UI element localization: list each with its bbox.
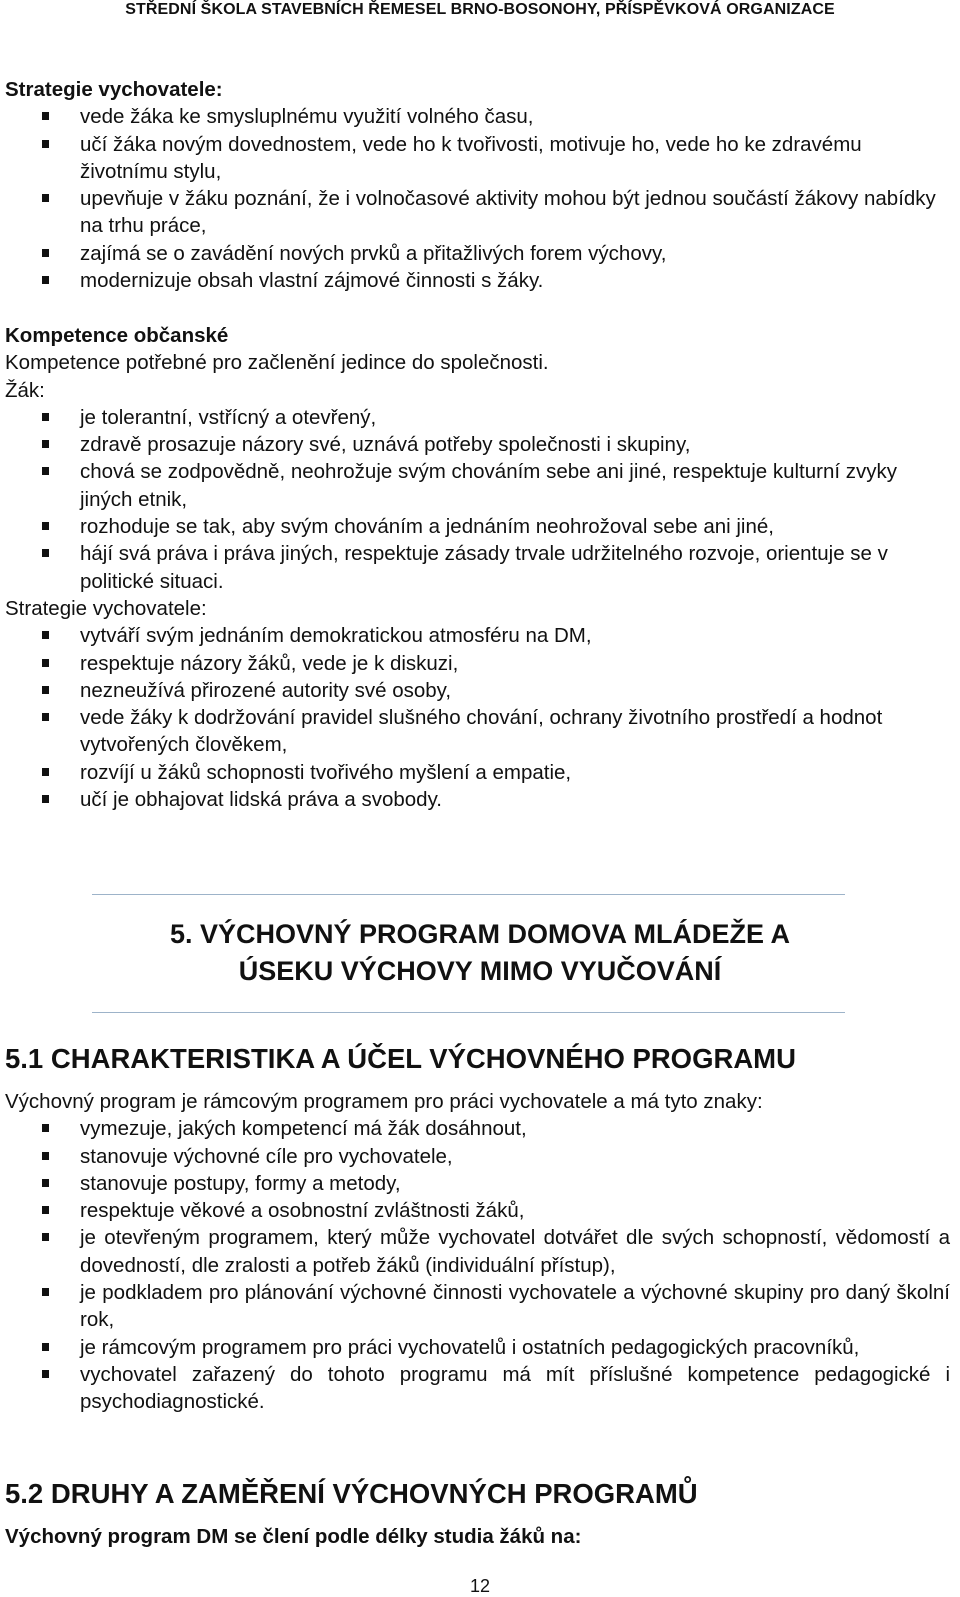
list-item: upevňuje v žáku poznání, že i volnočasové aktivity mohou být jednou součástí žákovy nabídky na trhu práce, xyxy=(5,185,950,240)
bullet-square-icon xyxy=(42,1179,49,1187)
bullet-square-icon xyxy=(42,1124,49,1132)
list-item: stanovuje postupy, formy a metody, xyxy=(5,1170,950,1197)
list-item: učí je obhajovat lidská práva a svobody. xyxy=(5,786,950,813)
chapter-title-line-1: 5. VÝCHOVNÝ PROGRAM DOMOVA MLÁDEŽE A xyxy=(169,919,791,949)
divider-bottom xyxy=(92,1012,845,1013)
list-item: hájí svá práva i práva jiných, respektuje zásady trvale udržitelného rozvoje, orientuje se v politické situaci. xyxy=(5,540,950,595)
civic-list xyxy=(5,404,950,595)
list-item: vymezuje, jakých kompetencí má žák dosáhnout, xyxy=(5,1115,950,1142)
strategy-title: Strategie vychovatele: xyxy=(5,78,223,101)
list-item: rozvíjí u žáků schopnosti tvořivého myšlení a empatie, xyxy=(5,759,950,786)
strategy-section-1 xyxy=(5,76,950,294)
bullet-square-icon xyxy=(42,686,49,694)
bullet-square-icon xyxy=(42,1343,49,1351)
bullet-square-icon xyxy=(42,276,49,284)
list-item: chová se zodpovědně, neohrožuje svým chováním sebe ani jiné, respektuje kulturní zvyky jiných etnik, xyxy=(5,458,950,513)
list-item: vede žáka ke smysluplnému využití volného času, xyxy=(5,103,950,130)
list-item: vychovatel zařazený do tohoto programu má mít příslušné kompetence pedagogické i psychodiagnostické. xyxy=(5,1361,950,1416)
bullet-square-icon xyxy=(42,631,49,639)
bullet-square-icon xyxy=(42,467,49,475)
list-item: nezneužívá přirozené autority své osoby, xyxy=(5,677,950,704)
list-item: učí žáka novým dovednostem, vede ho k tvořivosti, motivuje ho, vede ho ke zdravému životnímu stylu, xyxy=(5,131,950,186)
civic-competences-section xyxy=(5,322,950,813)
strategy-list xyxy=(5,103,950,294)
section-5-1-intro: Výchovný program je rámcovým programem pro práci vychovatele a má tyto znaky: xyxy=(5,1090,763,1113)
list-item: je otevřeným programem, který může vychovatel dotvářet dle svých schopností, vědomostí a dovedností, dle zralosti a potřeb žáků (individuální přístup), xyxy=(5,1224,950,1279)
list-item: je rámcovým programem pro práci vychovatelů i ostatních pedagogických pracovníků, xyxy=(5,1334,950,1361)
section-5-1-heading: 5.1 CHARAKTERISTIKA A ÚČEL VÝCHOVNÉHO PROGRAMU xyxy=(5,1043,796,1074)
strategy-title: Strategie vychovatele: xyxy=(5,596,207,620)
chapter-title-line-2: ÚSEKU VÝCHOVY MIMO VYUČOVÁNÍ xyxy=(238,956,722,986)
section-5-2-intro: Výchovný program DM se člení podle délky studia žáků na: xyxy=(5,1525,582,1548)
bullet-square-icon xyxy=(42,440,49,448)
bullet-square-icon xyxy=(42,795,49,803)
list-item: rozhoduje se tak, aby svým chováním a jednáním neohrožoval sebe ani jiné, xyxy=(5,513,950,540)
bullet-square-icon xyxy=(42,1288,49,1296)
strategy-list xyxy=(5,622,950,813)
list-item: vede žáky k dodržování pravidel slušného chování, ochrany životního prostředí a hodnot vytvořených člověkem, xyxy=(5,704,950,759)
page-header: STŘEDNÍ ŠKOLA STAVEBNÍCH ŘEMESEL BRNO-BOSONOHY, PŘÍSPĚVKOVÁ ORGANIZACE xyxy=(125,1,835,18)
bullet-square-icon xyxy=(42,194,49,202)
civic-subtitle: Kompetence potřebné pro začlenění jedince do společnosti. xyxy=(5,351,549,375)
bullet-square-icon xyxy=(42,768,49,776)
list-item: vytváří svým jednáním demokratickou atmosféru na DM, xyxy=(5,622,950,649)
list-item: modernizuje obsah vlastní zájmové činnosti s žáky. xyxy=(5,267,950,294)
bullet-square-icon xyxy=(42,413,49,421)
bullet-square-icon xyxy=(42,140,49,148)
bullet-square-icon xyxy=(42,249,49,257)
bullet-square-icon xyxy=(42,713,49,721)
civic-title: Kompetence občanské xyxy=(5,324,229,347)
divider-top xyxy=(92,894,845,895)
bullet-square-icon xyxy=(42,1206,49,1214)
bullet-square-icon xyxy=(42,549,49,557)
page-number: 12 xyxy=(469,1576,491,1596)
list-item: je tolerantní, vstřícný a otevřený, xyxy=(5,404,950,431)
bullet-square-icon xyxy=(42,659,49,667)
bullet-square-icon xyxy=(42,1152,49,1160)
program-features-list xyxy=(5,1115,950,1415)
bullet-square-icon xyxy=(42,112,49,120)
section-5-1-body xyxy=(5,1088,950,1416)
list-item: stanovuje výchovné cíle pro vychovatele, xyxy=(5,1143,950,1170)
list-item: respektuje názory žáků, vede je k diskuzi, xyxy=(5,650,950,677)
pupil-label: Žák: xyxy=(5,378,45,402)
list-item: je podkladem pro plánování výchovné činnosti vychovatele a výchovné skupiny pro daný školní rok, xyxy=(5,1279,950,1334)
bullet-square-icon xyxy=(42,1233,49,1241)
list-item: respektuje věkové a osobnostní zvláštnosti žáků, xyxy=(5,1197,950,1224)
list-item: zajímá se o zavádění nových prvků a přitažlivých forem výchovy, xyxy=(5,240,950,267)
bullet-square-icon xyxy=(42,1370,49,1378)
section-5-2-body xyxy=(5,1523,950,1550)
list-item: zdravě prosazuje názory své, uznává potřeby společnosti i skupiny, xyxy=(5,431,950,458)
section-5-2-heading: 5.2 DRUHY A ZAMĚŘENÍ VÝCHOVNÝCH PROGRAMŮ xyxy=(5,1478,698,1509)
bullet-square-icon xyxy=(42,522,49,530)
